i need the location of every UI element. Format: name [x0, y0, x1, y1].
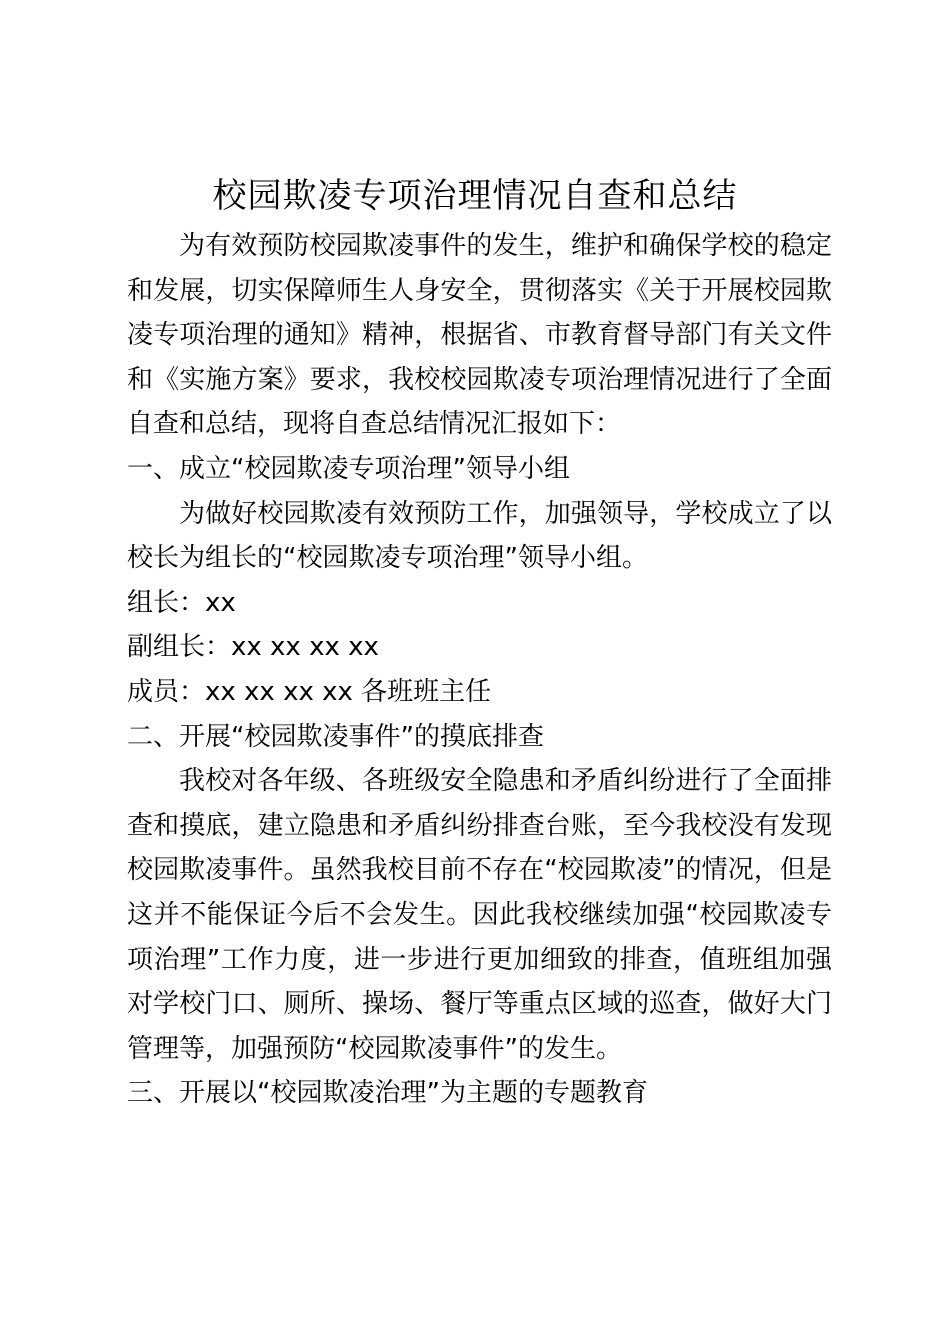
- deputy-leaders-line: 副组长：xx xx xx xx: [127, 632, 379, 663]
- section-1-paragraph: 为做好校园欺凌有效预防工作，加强领导，学校成立了以校长为组长的“校园欺凌专项治理”领导小组。: [127, 498, 832, 574]
- section-3-heading: 三、开展以“校园欺凌治理”为主题的专题教育: [127, 1078, 648, 1109]
- leader-line: 组长：xx: [127, 587, 236, 618]
- document-body: [127, 224, 832, 1116]
- members-line: 成员：xx xx xx xx 各班班主任: [127, 676, 492, 707]
- section-1-heading: 一、成立“校园欺凌专项治理”领导小组: [127, 453, 570, 484]
- intro-paragraph: 为有效预防校园欺凌事件的发生，维护和确保学校的稳定和发展，切实保障师生人身安全，贯彻落实《关于开展校园欺凌专项治理的通知》精神，根据省、市教育督导部门有关文件和《实施方案》要求，我校校园欺凌专项治理情况进行了全面自查和总结，现将自查总结情况汇报如下：: [127, 231, 832, 440]
- section-2-heading: 二、开展“校园欺凌事件”的摸底排查: [127, 721, 544, 752]
- document-title: 校园欺凌专项治理情况自查和总结: [212, 176, 738, 216]
- section-2-paragraph: 我校对各年级、各班级安全隐患和矛盾纠纷进行了全面排查和摸底，建立隐患和矛盾纠纷排查台账，至今我校没有发现校园欺凌事件。虽然我校目前不存在“校园欺凌”的情况，但是这并不能保证今后不会发生。因此我校继续加强“校园欺凌专项治理”工作力度，进一步进行更加细致的排查，值班组加强对学校门口、厕所、操场、餐厅等重点区域的巡查，做好大门管理等，加强预防“校园欺凌事件”的发生。: [127, 766, 832, 1064]
